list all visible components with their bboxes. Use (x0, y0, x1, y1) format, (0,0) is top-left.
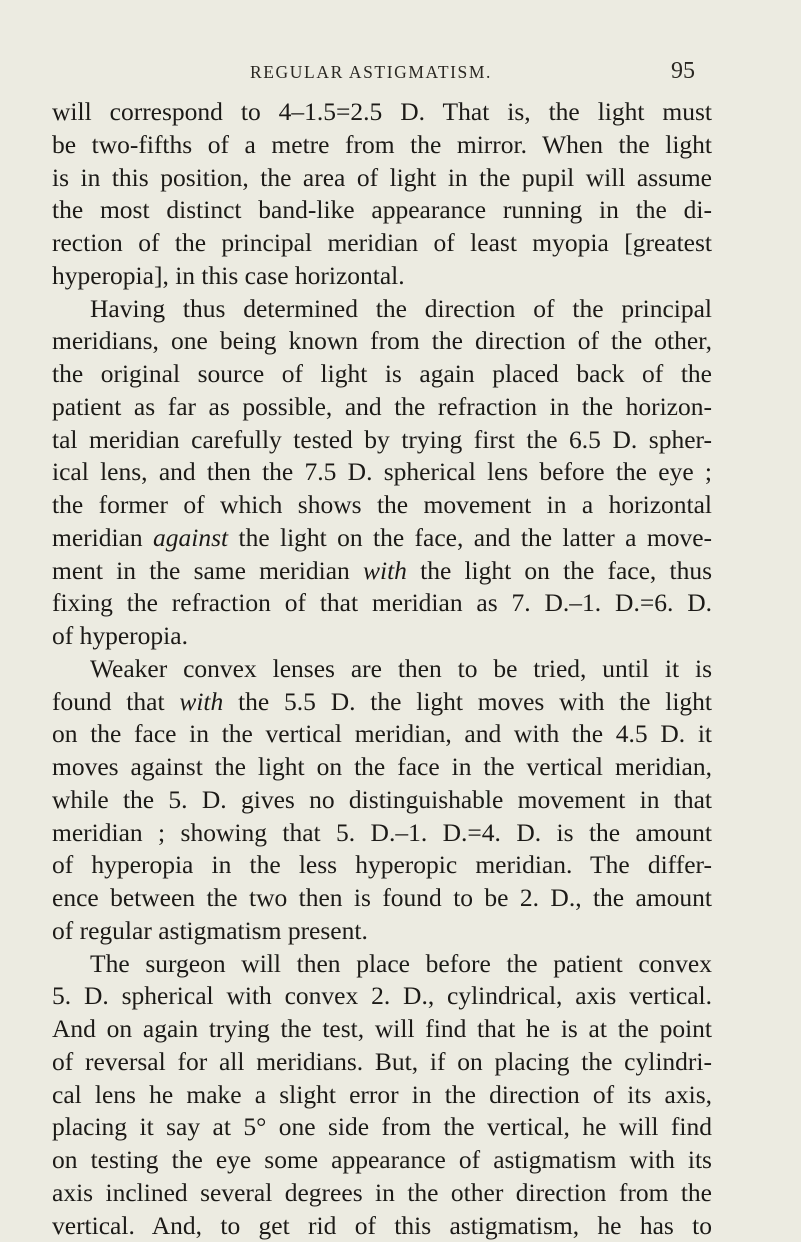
text-line: cal lens he make a slight error in the direction of its axis, (52, 1079, 712, 1112)
text-line: ment in the same meridian with the light on the face, thus (52, 555, 712, 588)
text-line: ence between the two then is found to be 2. D., the amount (52, 882, 712, 915)
text-line: on the face in the vertical meridian, and with the 4.5 D. it (52, 718, 712, 751)
text-line: hyperopia], in this case horizontal. (52, 260, 712, 293)
text-line: rection of the principal meridian of least myopia [greatest (52, 227, 712, 260)
emphasis: against (153, 523, 228, 552)
text-line: patient as far as possible, and the refraction in the horizon- (52, 391, 712, 424)
text-line: the original source of light is again placed back of the (52, 358, 712, 391)
text-line: of hyperopia in the less hyperopic meridian. The differ- (52, 849, 712, 882)
emphasis: with (363, 556, 407, 585)
text-line: vertical. And, to get rid of this astigmatism, he has to (52, 1210, 712, 1242)
text-line: fixing the refraction of that meridian as 7. D.–1. D.=6. D. (52, 587, 712, 620)
text-line: the most distinct band-like appearance running in the di- (52, 194, 712, 227)
text-line: meridian against the light on the face, and the latter a move- (52, 522, 712, 555)
text-line: found that with the 5.5 D. the light moves with the light (52, 686, 712, 719)
text-line: axis inclined several degrees in the other direction from the (52, 1177, 712, 1210)
text-line: And on again trying the test, will find that he is at the point (52, 1013, 712, 1046)
emphasis: with (179, 687, 223, 716)
text-line: is in this position, the area of light in the pupil will assume (52, 162, 712, 195)
page-number: 95 (671, 58, 695, 85)
text-line: 5. D. spherical with convex 2. D., cylindrical, axis vertical. (52, 980, 712, 1013)
text-line: moves against the light on the face in the vertical meridian, (52, 751, 712, 784)
text-line: while the 5. D. gives no distinguishable movement in that (52, 784, 712, 817)
text-line: meridians, one being known from the direction of the other, (52, 325, 712, 358)
text-line: The surgeon will then place before the patient convex (52, 948, 712, 981)
running-head (0, 58, 801, 88)
text-line: will correspond to 4–1.5=2.5 D. That is, the light must (52, 96, 712, 129)
text-line: the former of which shows the movement in a horizontal (52, 489, 712, 522)
text-line: meridian ; showing that 5. D.–1. D.=4. D. is the amount (52, 817, 712, 850)
text-line: of hyperopia. (52, 620, 712, 653)
text-line: of reversal for all meridians. But, if on placing the cylindri- (52, 1046, 712, 1079)
body-text (52, 96, 712, 1242)
text-line: ical lens, and then the 7.5 D. spherical lens before the eye ; (52, 456, 712, 489)
text-line: on testing the eye some appearance of astigmatism with its (52, 1144, 712, 1177)
text-line: Weaker convex lenses are then to be tried, until it is (52, 653, 712, 686)
text-line: be two-fifths of a metre from the mirror. When the light (52, 129, 712, 162)
text-line: tal meridian carefully tested by trying first the 6.5 D. spher- (52, 424, 712, 457)
text-line: placing it say at 5° one side from the vertical, he will find (52, 1111, 712, 1144)
text-line: Having thus determined the direction of the principal (52, 293, 712, 326)
running-title: REGULAR ASTIGMATISM. (250, 62, 492, 83)
text-line: of regular astigmatism present. (52, 915, 712, 948)
